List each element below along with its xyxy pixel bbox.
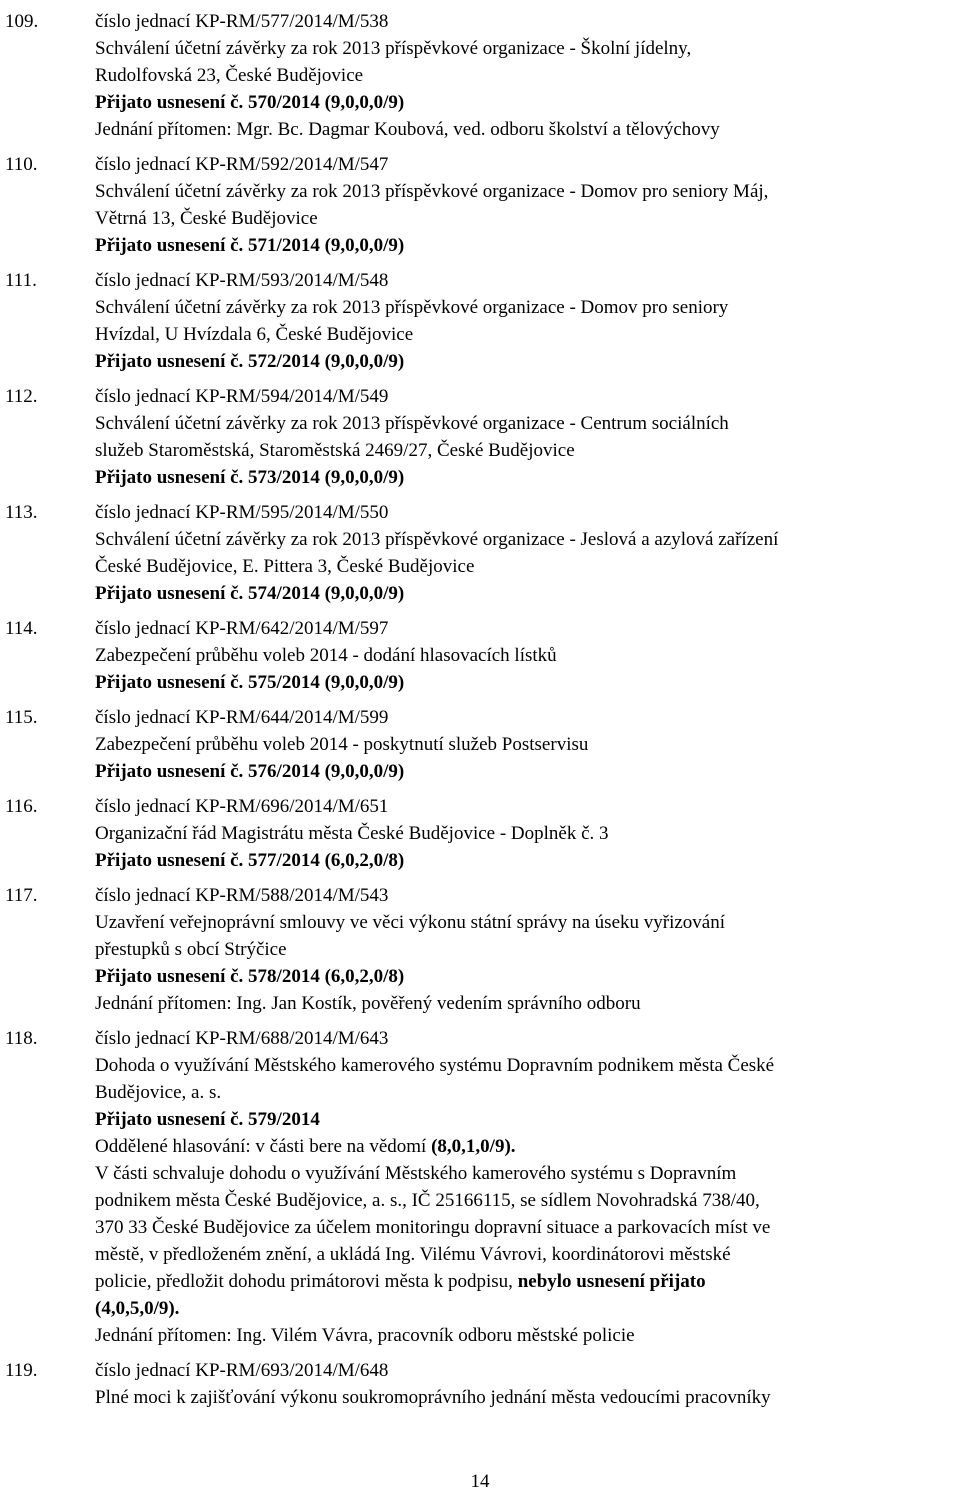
resolution-line: Přijato usnesení č. 575/2014 (9,0,0,0/9)	[95, 672, 405, 693]
reference-number: číslo jednací KP-RM/644/2014/M/599	[95, 707, 389, 728]
resolution-line: Přijato usnesení č. 572/2014 (9,0,0,0/9)	[95, 351, 405, 372]
text-segment: Oddělené hlasování: v části bere na vědomí	[95, 1136, 432, 1157]
resolution-line: Přijato usnesení č. 576/2014 (9,0,0,0/9)	[95, 761, 405, 782]
resolution-line: (4,0,5,0/9).	[95, 1298, 180, 1319]
reference-number: číslo jednací KP-RM/592/2014/M/547	[95, 154, 389, 175]
item-number: 113.	[5, 502, 38, 523]
item-line: 370 33 České Budějovice za účelem monitoringu dopravní situace a parkovacích míst ve	[95, 1217, 771, 1238]
item-number: 116.	[5, 796, 38, 817]
list-item	[0, 882, 960, 1017]
item-number: 117.	[5, 885, 38, 906]
resolution-line: Přijato usnesení č. 573/2014 (9,0,0,0/9)	[95, 467, 405, 488]
item-body	[95, 1025, 950, 1349]
item-line: Větrná 13, České Budějovice	[95, 208, 318, 229]
resolution-line: Přijato usnesení č. 570/2014 (9,0,0,0/9)	[95, 92, 405, 113]
reference-number: číslo jednací KP-RM/594/2014/M/549	[95, 386, 389, 407]
list-item	[0, 8, 960, 143]
item-line: V části schvaluje dohodu o využívání Městského kamerového systému s Dopravním	[95, 1163, 737, 1184]
item-body	[95, 499, 950, 607]
list-item	[0, 1357, 960, 1411]
item-number: 118.	[5, 1028, 38, 1049]
list-item	[0, 151, 960, 259]
item-number: 110.	[5, 154, 38, 175]
item-body	[95, 793, 950, 874]
item-line: Jednání přítomen: Mgr. Bc. Dagmar Koubová, ved. odboru školství a tělovýchovy	[95, 119, 720, 140]
reference-number: číslo jednací KP-RM/577/2014/M/538	[95, 11, 389, 32]
item-body	[95, 882, 950, 1017]
item-line: Zabezpečení průběhu voleb 2014 - dodání hlasovacích lístků	[95, 645, 557, 666]
reference-number: číslo jednací KP-RM/593/2014/M/548	[95, 270, 389, 291]
item-line: Schválení účetní závěrky za rok 2013 příspěvkové organizace - Domov pro seniory	[95, 297, 729, 318]
item-line: Budějovice, a. s.	[95, 1082, 222, 1103]
resolution-list	[0, 8, 960, 1411]
item-body	[95, 267, 950, 375]
resolution-line: Přijato usnesení č. 578/2014 (6,0,2,0/8)	[95, 966, 405, 987]
item-body	[95, 615, 950, 696]
item-body	[95, 704, 950, 785]
item-number: 111.	[5, 270, 37, 291]
resolution-line: Přijato usnesení č. 579/2014	[95, 1109, 320, 1130]
item-line	[95, 1133, 950, 1160]
item-line: podnikem města České Budějovice, a. s., IČ 25166115, se sídlem Novohradská 738/40,	[95, 1190, 760, 1211]
item-number: 114.	[5, 618, 38, 639]
item-line: Zabezpečení průběhu voleb 2014 - poskytnutí služeb Postservisu	[95, 734, 589, 755]
item-line: České Budějovice, E. Pittera 3, České Budějovice	[95, 556, 475, 577]
item-line: Uzavření veřejnoprávní smlouvy ve věci výkonu státní správy na úseku vyřizování	[95, 912, 725, 933]
item-line: služeb Staroměstská, Staroměstská 2469/27, České Budějovice	[95, 440, 575, 461]
item-body	[95, 8, 950, 143]
list-item	[0, 704, 960, 785]
item-line: Schválení účetní závěrky za rok 2013 příspěvkové organizace - Centrum sociálních	[95, 413, 729, 434]
list-item	[0, 267, 960, 375]
item-line: přestupků s obcí Strýčice	[95, 939, 287, 960]
item-line: Rudolfovská 23, České Budějovice	[95, 65, 364, 86]
item-line: Hvízdal, U Hvízdala 6, České Budějovice	[95, 324, 414, 345]
item-line	[95, 1268, 950, 1295]
list-item	[0, 615, 960, 696]
item-line: Plné moci k zajišťování výkonu soukromoprávního jednání města vedoucími pracovníky	[95, 1387, 771, 1408]
item-line: Schválení účetní závěrky za rok 2013 příspěvkové organizace - Jeslová a azylová zařízení	[95, 529, 779, 550]
reference-number: číslo jednací KP-RM/595/2014/M/550	[95, 502, 389, 523]
item-line: Dohoda o využívání Městského kamerového systému Dopravním podnikem města České	[95, 1055, 775, 1076]
item-number: 112.	[5, 386, 38, 407]
resolution-line: Přijato usnesení č. 577/2014 (6,0,2,0/8)	[95, 850, 405, 871]
item-line: Schválení účetní závěrky za rok 2013 příspěvkové organizace - Domov pro seniory Máj,	[95, 181, 769, 202]
resolution-line: Přijato usnesení č. 571/2014 (9,0,0,0/9)	[95, 235, 405, 256]
reference-number: číslo jednací KP-RM/688/2014/M/643	[95, 1028, 389, 1049]
list-item	[0, 499, 960, 607]
item-line: Jednání přítomen: Ing. Vilém Vávra, pracovník odboru městské policie	[95, 1325, 635, 1346]
list-item	[0, 383, 960, 491]
bold-segment: (8,0,1,0/9).	[431, 1136, 516, 1157]
item-line: městě, v předloženém znění, a ukládá Ing. Vilému Vávrovi, koordinátorovi městské	[95, 1244, 731, 1265]
list-item	[0, 793, 960, 874]
text-segment: policie, předložit dohodu primátorovi města k podpisu,	[95, 1271, 518, 1292]
page-number: 14	[470, 1471, 490, 1492]
item-body	[95, 151, 950, 259]
item-line: Jednání přítomen: Ing. Jan Kostík, pověřený vedením správního odboru	[95, 993, 641, 1014]
item-number: 109.	[5, 11, 39, 32]
list-item	[0, 1025, 960, 1349]
item-number: 119.	[5, 1360, 38, 1381]
reference-number: číslo jednací KP-RM/588/2014/M/543	[95, 885, 389, 906]
item-line: Schválení účetní závěrky za rok 2013 příspěvkové organizace - Školní jídelny,	[95, 38, 692, 59]
item-line: Organizační řád Magistrátu města České Budějovice - Doplněk č. 3	[95, 823, 609, 844]
reference-number: číslo jednací KP-RM/642/2014/M/597	[95, 618, 389, 639]
reference-number: číslo jednací KP-RM/696/2014/M/651	[95, 796, 389, 817]
item-body	[95, 1357, 950, 1411]
item-number: 115.	[5, 707, 38, 728]
bold-segment: nebylo usnesení přijato	[517, 1271, 706, 1292]
resolution-line: Přijato usnesení č. 574/2014 (9,0,0,0/9)	[95, 583, 405, 604]
reference-number: číslo jednací KP-RM/693/2014/M/648	[95, 1360, 389, 1381]
item-body	[95, 383, 950, 491]
